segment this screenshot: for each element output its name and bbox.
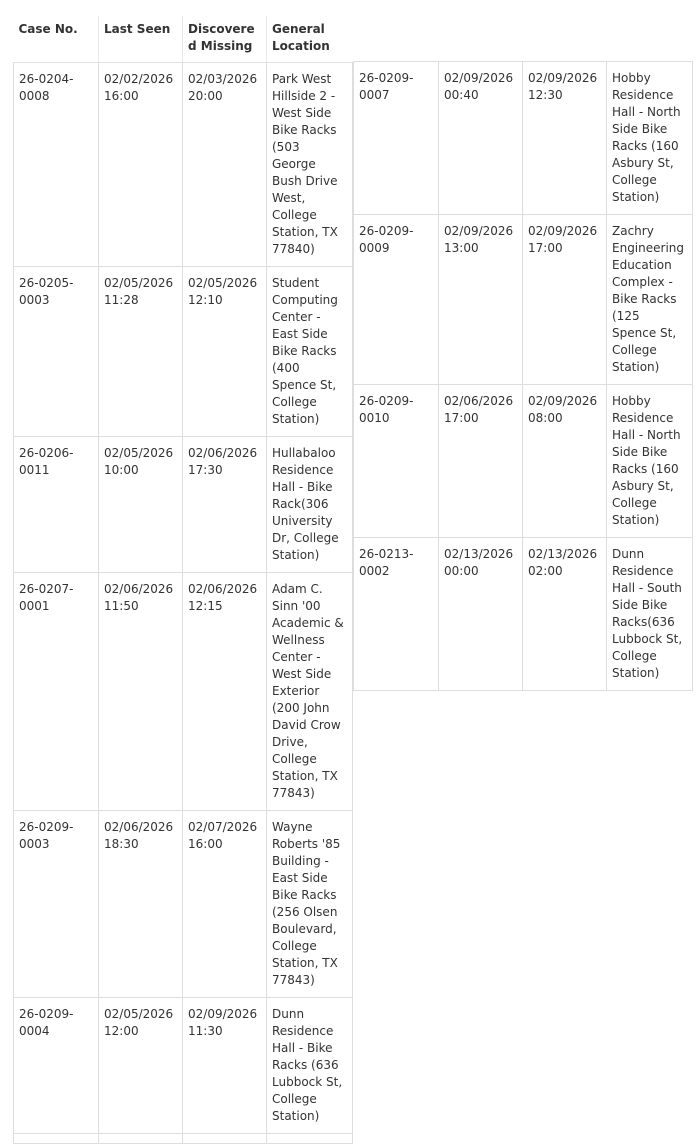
cell-discovered-missing: 02/09/2026 17:00 [523,215,607,385]
cell-last-seen: 02/13/2026 00:00 [439,538,523,691]
table-row [14,62,353,266]
cell-empty [183,1133,267,1143]
cell-last-seen: 02/05/2026 12:00 [99,997,183,1133]
cell-empty [99,1133,183,1143]
table-header-row [14,16,353,62]
header-case-no: Case No. [14,16,99,62]
table-row [14,266,353,436]
header-general-location: General Location [267,16,353,62]
cell-case-no: 26-0209-0010 [354,385,439,538]
cell-last-seen: 02/06/2026 17:00 [439,385,523,538]
stolen-bikes-table-right [353,61,693,691]
cell-general-location: Wayne Roberts '85 Building - East Side Bike Racks (256 Olsen Boulevard, College Station, TX 77843) [267,810,353,997]
cell-case-no: 26-0209-0009 [354,215,439,385]
cell-empty [267,1133,353,1143]
cell-discovered-missing: 02/09/2026 08:00 [523,385,607,538]
cell-general-location: Hobby Residence Hall - North Side Bike Racks (160 Asbury St, College Station) [607,62,693,215]
table-row [354,215,693,385]
cell-last-seen: 02/09/2026 13:00 [439,215,523,385]
header-last-seen: Last Seen [99,16,183,62]
cell-empty [14,1133,99,1143]
table-row [14,810,353,997]
cell-case-no: 26-0204-0008 [14,62,99,266]
cell-general-location: Park West Hillside 2 - West Side Bike Racks (503 George Bush Drive West, College Station, TX 77840) [267,62,353,266]
table-row [354,385,693,538]
cell-general-location: Hobby Residence Hall - North Side Bike Racks (160 Asbury St, College Station) [607,385,693,538]
cell-discovered-missing: 02/03/2026 20:00 [183,62,267,266]
cell-discovered-missing: 02/13/2026 02:00 [523,538,607,691]
cell-discovered-missing: 02/06/2026 12:15 [183,572,267,810]
cell-case-no: 26-0209-0004 [14,997,99,1133]
table-row-partial [14,1133,353,1143]
cell-discovered-missing: 02/07/2026 16:00 [183,810,267,997]
table-row [354,62,693,215]
cell-case-no: 26-0209-0003 [14,810,99,997]
table-row [14,572,353,810]
cell-discovered-missing: 02/05/2026 12:10 [183,266,267,436]
cell-general-location: Dunn Residence Hall - Bike Racks (636 Lubbock St, College Station) [267,997,353,1133]
cell-case-no: 26-0207-0001 [14,572,99,810]
table-row [14,997,353,1133]
cell-discovered-missing: 02/09/2026 11:30 [183,997,267,1133]
cell-last-seen: 02/05/2026 10:00 [99,436,183,572]
table-row [14,436,353,572]
cell-last-seen: 02/06/2026 18:30 [99,810,183,997]
cell-general-location: Student Computing Center - East Side Bike Racks (400 Spence St, College Station) [267,266,353,436]
cell-last-seen: 02/02/2026 16:00 [99,62,183,266]
cell-last-seen: 02/05/2026 11:28 [99,266,183,436]
cell-last-seen: 02/06/2026 11:50 [99,572,183,810]
cell-general-location: Hullabaloo Residence Hall - Bike Rack(306 University Dr, College Station) [267,436,353,572]
cell-case-no: 26-0205-0003 [14,266,99,436]
stolen-bikes-table-left [13,16,353,1144]
cell-case-no: 26-0209-0007 [354,62,439,215]
table-row [354,538,693,691]
cell-case-no: 26-0213-0002 [354,538,439,691]
cell-general-location: Dunn Residence Hall - South Side Bike Racks(636 Lubbock St, College Station) [607,538,693,691]
cell-discovered-missing: 02/09/2026 12:30 [523,62,607,215]
header-discovered-missing: Discovered Missing [183,16,267,62]
cell-discovered-missing: 02/06/2026 17:30 [183,436,267,572]
cell-last-seen: 02/09/2026 00:40 [439,62,523,215]
cell-case-no: 26-0206-0011 [14,436,99,572]
cell-general-location: Zachry Engineering Education Complex - Bike Racks (125 Spence St, College Station) [607,215,693,385]
cell-general-location: Adam C. Sinn '00 Academic & Wellness Center - West Side Exterior (200 John David Crow Drive, College Station, TX 77843) [267,572,353,810]
